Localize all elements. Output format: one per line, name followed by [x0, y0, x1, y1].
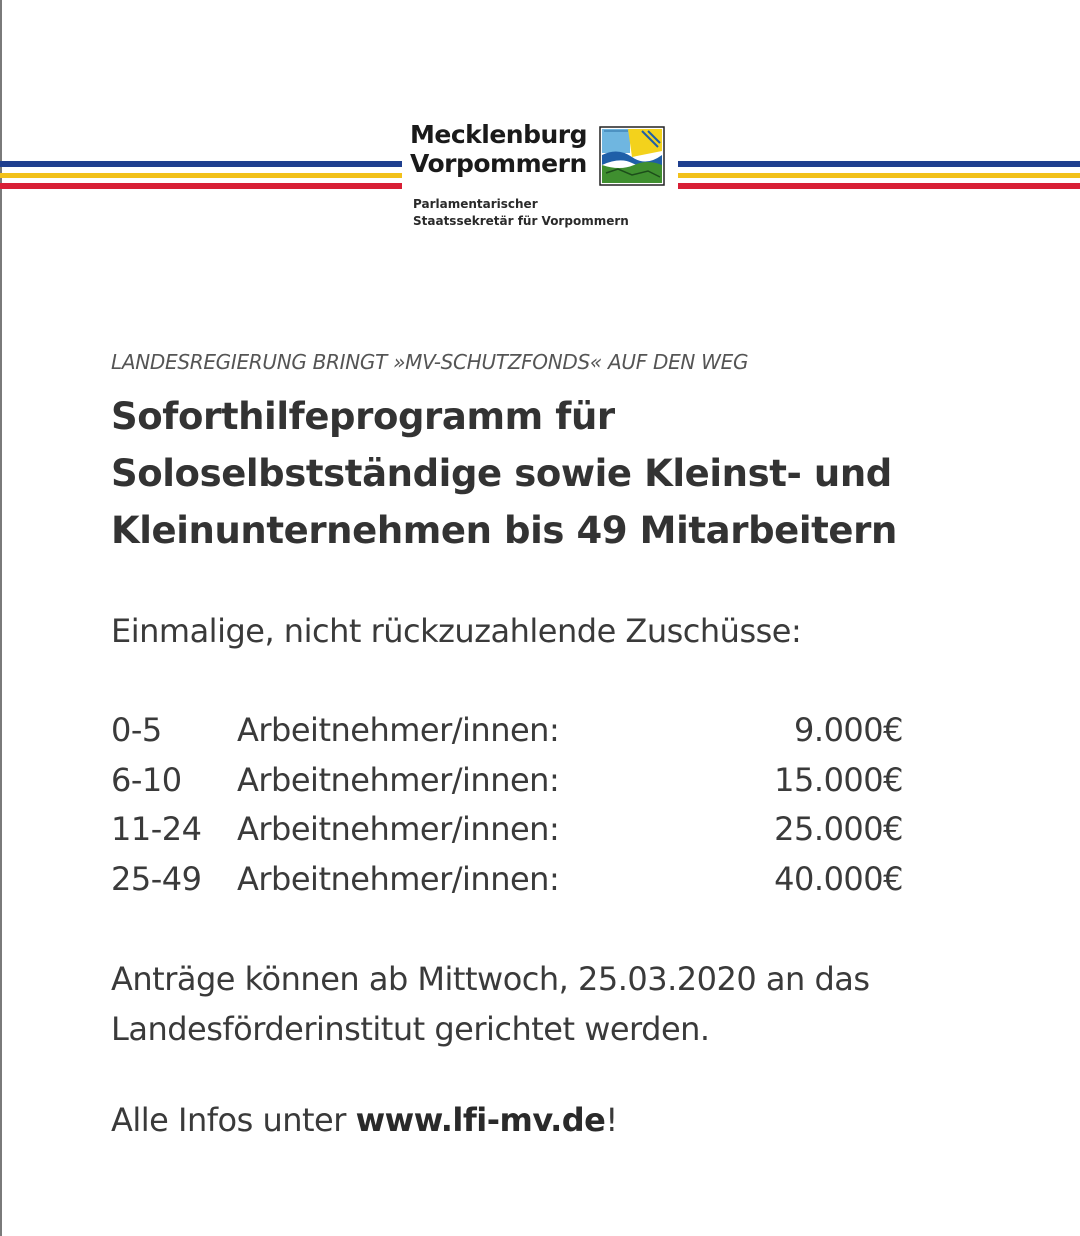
grant-amount: 15.000€	[774, 760, 903, 799]
grant-range: 6-10	[111, 760, 182, 799]
logo-sub-line-1: Parlamentarischer	[413, 197, 538, 211]
grant-range: 25-49	[111, 859, 202, 898]
grant-range: 11-24	[111, 810, 202, 848]
grant-label: Arbeitnehmer/innen:	[237, 859, 560, 898]
info-line	[111, 1101, 618, 1139]
grant-amount: 25.000€	[774, 810, 903, 848]
grant-row	[111, 805, 903, 855]
grant-label: Arbeitnehmer/innen:	[237, 711, 560, 749]
stripe-red	[678, 183, 1080, 189]
info-url-link[interactable]: www.lfi-mv.de	[355, 1101, 606, 1139]
headline: Soforthilfeprogramm für Soloselbstständige sowie Kleinst- und Kleinunternehmen bis 49 Mitarbeitern	[111, 395, 897, 552]
grant-amount: 9.000€	[794, 711, 903, 749]
grant-row	[111, 706, 903, 756]
grant-label: Arbeitnehmer/innen:	[237, 760, 560, 799]
stripe-red	[0, 183, 402, 189]
grants-table	[111, 706, 903, 904]
logo-line-1: Mecklenburg	[410, 120, 588, 149]
logo-name	[410, 120, 587, 178]
grant-row	[111, 756, 903, 806]
stripe-blue	[678, 161, 1080, 167]
logo	[410, 120, 680, 235]
intro-text: Einmalige, nicht rückzuzahlende Zuschüsse:	[111, 612, 802, 650]
state-emblem-icon	[598, 125, 666, 187]
info-prefix: Alle Infos unter	[111, 1101, 356, 1139]
kicker: LANDESREGIERUNG BRINGT »MV-SCHUTZFONDS« AUF DEN WEG	[111, 350, 749, 374]
grant-label: Arbeitnehmer/innen:	[237, 810, 560, 848]
header-stripes-left	[0, 161, 402, 191]
application-notice: Anträge können ab Mittwoch, 25.03.2020 an das Landesförderinstitut gerichtet werden.	[111, 960, 870, 1048]
stripe-blue	[0, 161, 402, 167]
info-suffix: !	[605, 1101, 618, 1139]
logo-line-2: Vorpommern	[410, 149, 587, 178]
grant-amount: 40.000€	[774, 859, 903, 898]
logo-subtitle	[413, 196, 629, 230]
header-stripes-right	[678, 161, 1080, 191]
logo-sub-line-2: Staatssekretär für Vorpommern	[413, 214, 629, 228]
stripe-yellow	[0, 173, 402, 178]
grant-range: 0-5	[111, 711, 162, 749]
stripe-yellow	[678, 173, 1080, 178]
grant-row	[111, 855, 903, 905]
